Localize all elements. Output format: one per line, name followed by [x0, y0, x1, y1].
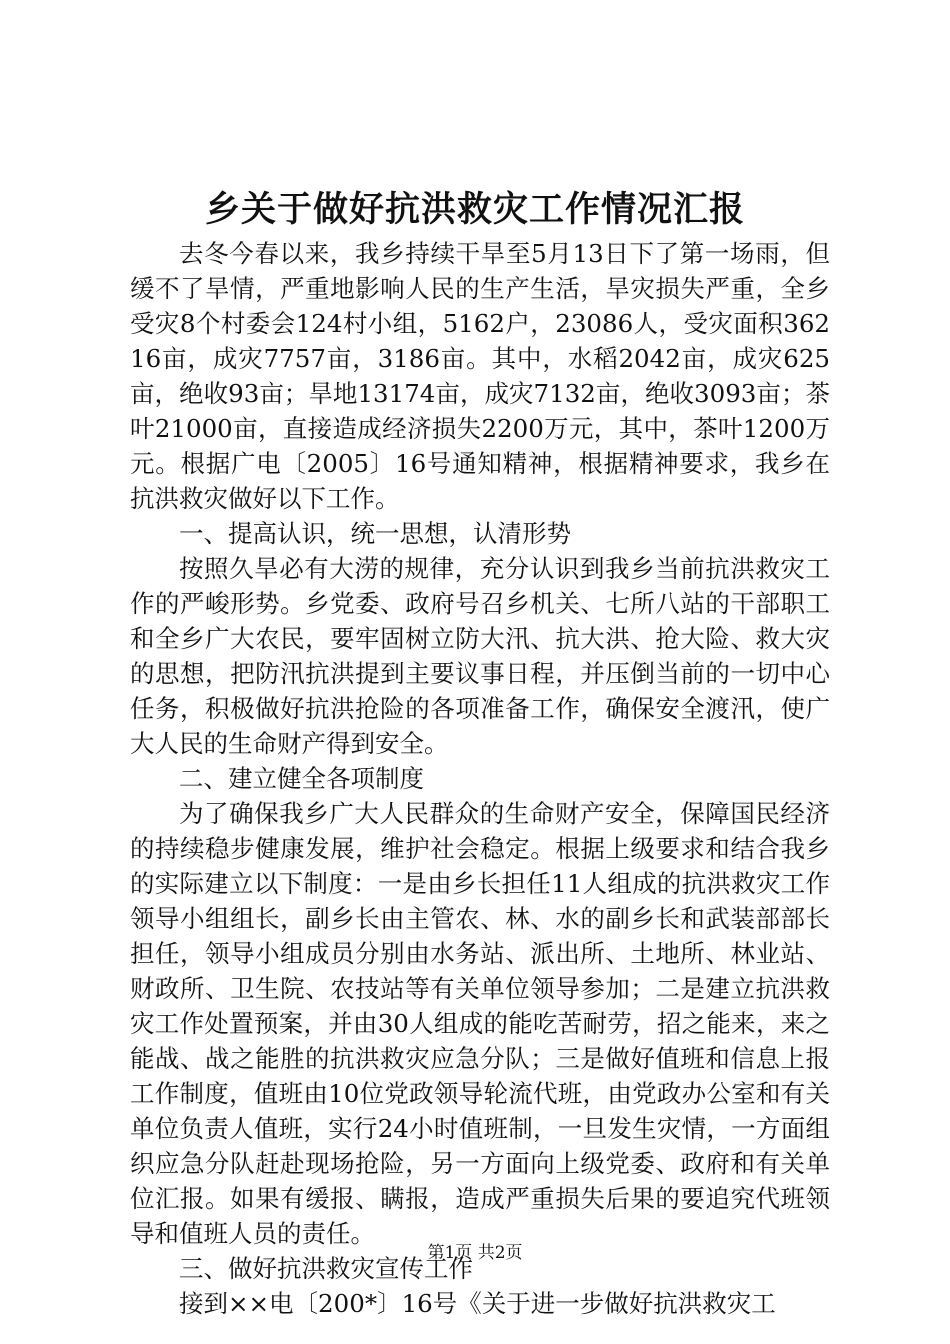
- section-heading-1: 一、提高认识，统一思想，认清形势: [179, 519, 571, 548]
- paragraph-section-1: 按照久旱必有大涝的规律，充分认识到我乡当前抗洪救灾工作的严峻形势。乡党委、政府号召乡机关、七所八站的干部职工和全乡广大农民，要牢固树立防大汛、抗大洪、抢大险、救大灾的思想，把防汛抗洪提到主要议事日程，并压倒当前的一切中心任务，积极做好抗洪抢险的各项准备工作，确保安全渡汛，使广大人民的生命财产得到安全。: [130, 554, 830, 758]
- paragraph-intro: 去冬今春以来，我乡持续干旱至5月13日下了第一场雨，但缓不了旱情，严重地影响人民的生产生活，旱灾损失严重，全乡受灾8个村委会124村小组，5162户，23086人，受灾面积36216亩，成灾7757亩，3186亩。其中，水稻2042亩，成灾625亩，绝收93亩；旱地13174亩，成灾7132亩，绝收3093亩；茶叶21000亩，直接造成经济损失2200万元，其中，茶叶1200万元。根据广电〔2005〕16号通知精神，根据精神要求，我乡在抗洪救灾做好以下工作。: [130, 239, 830, 513]
- paragraph-section-3: 接到××电〔200*〕16号《关于进一步做好抗洪救灾工: [179, 1289, 776, 1318]
- document-title: 乡关于做好抗洪救灾工作情况汇报: [204, 189, 745, 230]
- paragraph-section-2: 为了确保我乡广大人民群众的生命财产安全，保障国民经济的持续稳步健康发展，维护社会稳定。根据上级要求和结合我乡的实际建立以下制度：一是由乡长担任11人组成的抗洪救灾工作领导小组组长，副乡长由主管农、林、水的副乡长和武装部部长担任，领导小组成员分别由水务站、派出所、土地所、林业站、财政所、卫生院、农技站等有关单位领导参加；二是建立抗洪救灾工作处置预案，并由30人组成的能吃苦耐劳，招之能来，来之能战、战之能胜的抗洪救灾应急分队；三是做好值班和信息上报工作制度，值班由10位党政领导轮流代班，由党政办公室和有关单位负责人值班，实行24小时值班制，一旦发生灾情，一方面组织应急分队赶赴现场抢险，另一方面向上级党委、政府和有关单位汇报。如果有缓报、瞒报，造成严重损失后果的要追究代班领导和值班人员的责任。: [130, 799, 830, 1248]
- section-heading-3: 三、做好抗洪救灾宣传工作: [179, 1254, 473, 1283]
- page-number-footer: 第1页 共2页: [427, 1243, 523, 1263]
- section-heading-2: 二、建立健全各项制度: [179, 764, 424, 793]
- document-body: [130, 236, 830, 1321]
